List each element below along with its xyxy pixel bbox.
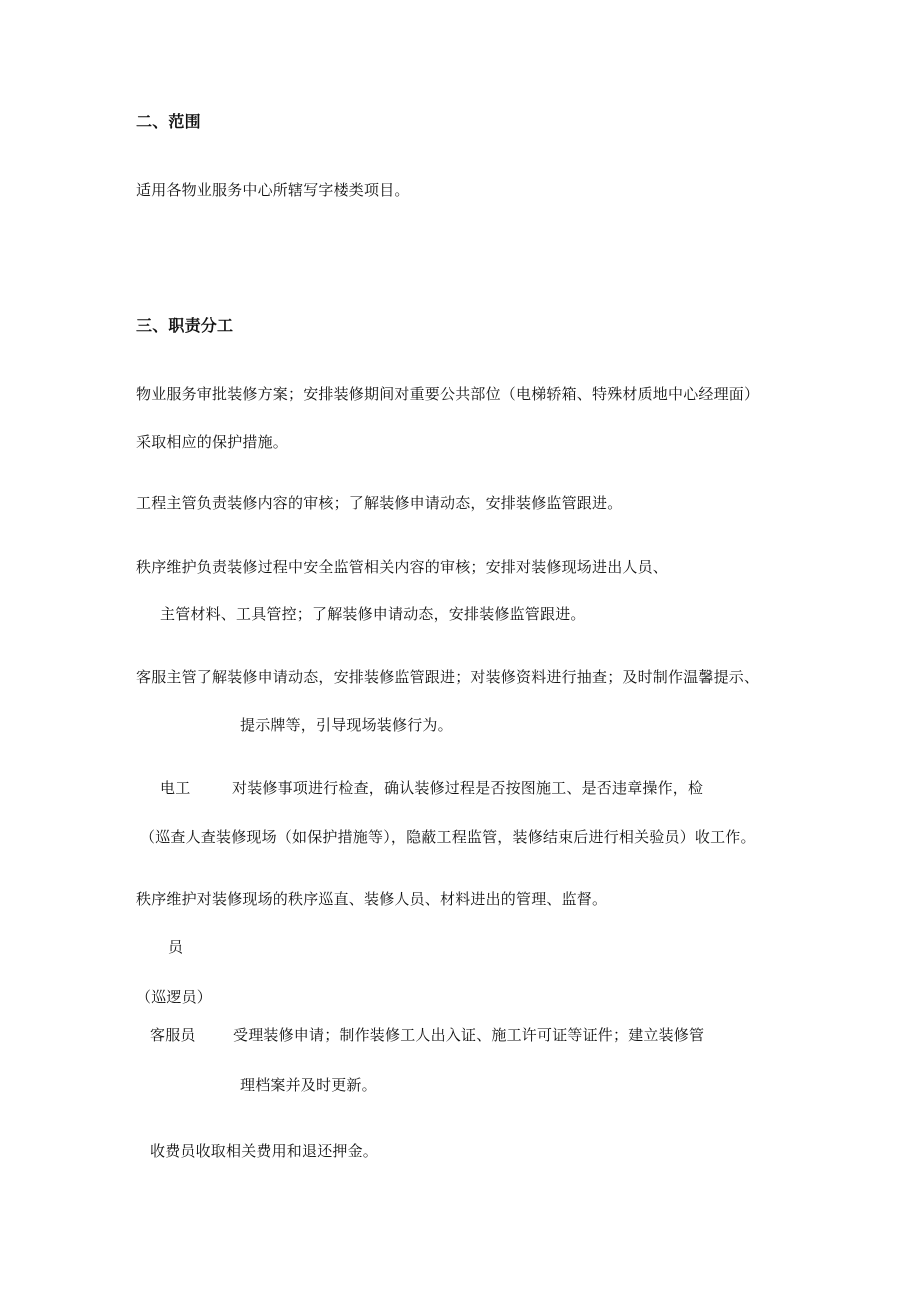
- cs-duty-line-2: 理档案并及时更新。: [240, 1076, 377, 1094]
- section-3-heading: 三、职责分工: [136, 316, 234, 335]
- paragraph-3-line-2: 主管材料、工具管控；了解装修申请动态，安排装修监管跟进。: [160, 605, 586, 623]
- cs-duty-line-1: 受理装修申请；制作装修工人出入证、施工许可证等证件；建立装修管: [233, 1026, 705, 1044]
- cashier-duty-line: 收费员收取相关费用和退还押金。: [150, 1142, 379, 1160]
- patrol-role-label-2: （巡逻员）: [136, 988, 213, 1006]
- section-2-heading: 二、范围: [136, 112, 201, 131]
- paragraph-4-line-2: 提示牌等，引导现场装修行为。: [240, 716, 453, 734]
- paragraph-1-line-2: 采取相应的保护措施。: [136, 433, 289, 451]
- paragraph-1-line-1: 物业服务审批装修方案；安排装修期间对重要公共部位（电梯轿箱、特殊材质地中心经理面）: [136, 385, 760, 403]
- paragraph-2: 工程主管负责装修内容的审核；了解装修申请动态，安排装修监管跟进。: [136, 494, 623, 512]
- section-2-body: 适用各物业服务中心所辖写字楼类项目。: [136, 181, 410, 199]
- cs-role-label: 客服员: [150, 1026, 196, 1044]
- patrol-role-label-1: 员: [168, 938, 184, 956]
- electrician-duty-line-1: 对装修事项进行检查，确认装修过程是否按图施工、是否违章操作，检: [232, 779, 704, 797]
- paragraph-4-line-1: 客服主管了解装修申请动态，安排装修监管跟进；对装修资料进行抽查；及时制作温馨提示、: [136, 668, 760, 686]
- paragraph-3-line-1: 秩序维护负责装修过程中安全监管相关内容的审核；安排对装修现场进出人员、: [136, 558, 669, 576]
- electrician-duty-line-2: （巡查人查装修现场（如保护措施等），隐蔽工程监管，装修结束后进行相关验员）收工作。: [140, 828, 756, 846]
- patrol-duty-line: 秩序维护对装修现场的秩序巡直、装修人员、材料进出的管理、监督。: [136, 890, 608, 908]
- electrician-role-label: 电工: [160, 779, 191, 797]
